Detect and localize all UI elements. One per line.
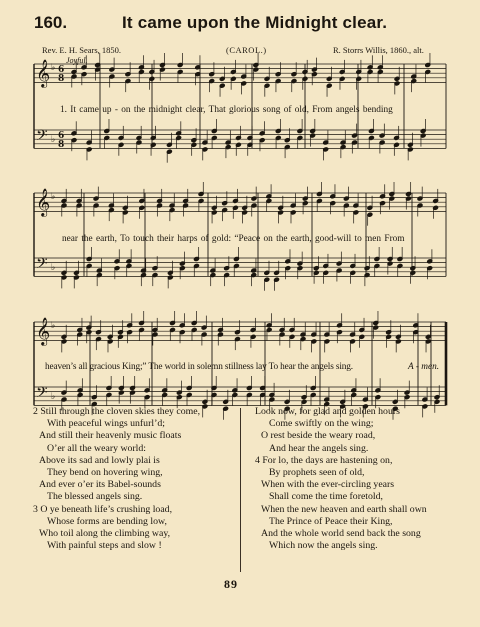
verses-right-column — [255, 406, 427, 552]
svg-text:♭: ♭ — [51, 392, 56, 402]
lyric-line-3: heaven’s all gracious King;” The world in solemn stillness lay To hear the angels sing. — [45, 362, 353, 372]
verse-line: 4 For lo, the days are hastening on, — [255, 454, 393, 466]
verse-line: Look now, for glad and golden hours — [255, 406, 400, 417]
verse-line: When the new heaven and earth shall own — [261, 503, 427, 515]
svg-text:𝄞: 𝄞 — [36, 188, 51, 216]
svg-text:𝄞: 𝄞 — [36, 59, 51, 87]
svg-text:𝄞: 𝄞 — [36, 317, 51, 345]
verse-line: With painful steps and slow ! — [47, 540, 162, 552]
verse-line: 2 Still through the cloven skies they come, — [33, 406, 201, 417]
verse-line: 3 O ye beneath life’s crushing load, — [33, 503, 173, 515]
verse-line: The Prince of Peace their King, — [269, 515, 393, 527]
verse-line: And still their heavenly music floats — [39, 430, 182, 442]
verse-line: And ever o’er its Babel-sounds — [39, 479, 161, 491]
verse-line: O rest beside the weary road, — [261, 430, 376, 442]
svg-text:𝄢: 𝄢 — [36, 255, 48, 276]
verse-line: The blessed angels sing. — [47, 491, 143, 503]
verse-line: Above its sad and lowly plai is — [39, 454, 160, 466]
verse-line: They bend on hovering wing, — [47, 467, 163, 479]
svg-text:♭: ♭ — [51, 135, 56, 145]
svg-text:8: 8 — [58, 74, 65, 84]
verse-line: Who toil along the climbing way, — [39, 528, 171, 540]
verse-line: Whose forms are bending low, — [47, 515, 167, 527]
column-divider — [240, 408, 241, 572]
svg-text:𝄢: 𝄢 — [36, 384, 48, 405]
svg-text:𝄢: 𝄢 — [36, 127, 48, 148]
hymn-number: 160. — [34, 13, 68, 32]
composer-credit: R. Storrs Willis, 1860., alt. — [333, 45, 424, 55]
verse-line: O’er all the weary world: — [47, 442, 147, 454]
verse-line: And hear the angels sing. — [269, 442, 369, 454]
svg-text:♭: ♭ — [51, 263, 56, 273]
svg-text:6: 6 — [58, 131, 65, 141]
author-credit: Rev. E. H. Sears, 1850. — [42, 45, 122, 55]
svg-text:8: 8 — [58, 140, 65, 150]
svg-text:6: 6 — [58, 65, 65, 75]
verses-left-column — [33, 406, 200, 552]
verse-line: When with the ever-circling years — [261, 479, 395, 491]
verse-line: And the whole world send back the song — [261, 528, 421, 540]
page-number: 89 — [224, 577, 238, 591]
svg-text:♭: ♭ — [51, 63, 56, 73]
hymn-title: It came upon the Midnight clear. — [122, 13, 388, 32]
svg-text:♭: ♭ — [51, 192, 56, 202]
tune-label: (CAROL.) — [226, 45, 267, 55]
verse-line: By prophets seen of old, — [269, 467, 365, 479]
verse-line: Which now the angels sing. — [269, 540, 378, 552]
svg-text:♭: ♭ — [51, 321, 56, 331]
lyric-line-1: 1. It came up - on the midnight clear, That glorious song of old, From angels bending — [60, 105, 393, 115]
verse-line: Shall come the time foretold, — [269, 491, 383, 503]
lyric-line-2: near the earth, To touch their harps of gold: “Peace on the earth, good-will to men From — [62, 234, 405, 244]
verse-line: With peaceful wings unfurl’d; — [47, 418, 165, 430]
verse-line: Come swiftly on the wing; — [269, 418, 374, 430]
tempo-marking: Joyful. — [66, 56, 88, 65]
amen: A - men. — [408, 362, 440, 372]
